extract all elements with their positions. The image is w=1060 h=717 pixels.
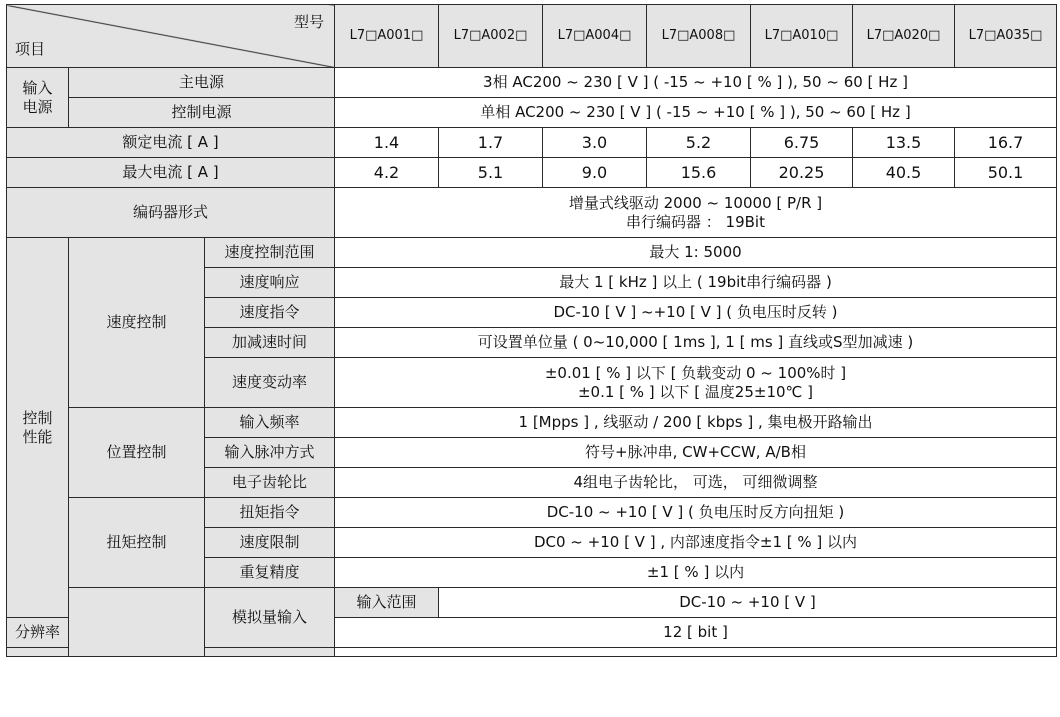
rated-current-value: 13.5 [853, 128, 955, 158]
analog-input-group: 模拟量输入 [205, 588, 335, 648]
rated-current-value: 6.75 [751, 128, 853, 158]
encoder-label: 编码器形式 [7, 188, 335, 238]
max-current-row [7, 158, 1057, 188]
model-header-4: L7□A008□ [647, 5, 751, 68]
position-control-group: 位置控制 [69, 408, 205, 498]
spec-value: 符号+脉冲串, CW+CCW, A/B相 [335, 438, 1057, 468]
servo-drive-spec-table [6, 4, 1057, 657]
model-header-3: L7□A004□ [543, 5, 647, 68]
rated-current-value: 1.4 [335, 128, 439, 158]
main-power-row [7, 68, 1057, 98]
input-power-category [7, 68, 69, 128]
input-power-category-label: 输入 电源 [22, 78, 53, 116]
spec-value: 12 [ bit ] [335, 618, 1057, 648]
spec-sheet [6, 4, 1057, 657]
rated-current-value: 1.7 [439, 128, 543, 158]
encoder-line-2: 串行编码器 ： 19Bit [626, 212, 765, 231]
fluctuation-line-2: ±0.1 [ % ] 以下 [ 温度25±10℃ ] [577, 382, 814, 401]
spec-value: ±1 [ % ] 以内 [335, 558, 1057, 588]
truncated-cell [7, 648, 69, 657]
rated-current-label: 额定电流 [ A ] [7, 128, 335, 158]
header-row [7, 5, 1057, 68]
encoder-line-1: 增量式线驱动 2000 ~ 10000 [ P/R ] [568, 193, 823, 212]
control-power-value: 单相 AC200 ~ 230 [ V ] ( -15 ~ +10 [ % ] ), 50 ~ 60 [ Hz ] [335, 98, 1057, 128]
spec-label: 输入频率 [205, 408, 335, 438]
spec-label: 输入范围 [335, 588, 439, 618]
spec-value: DC0 ~ +10 [ V ] , 内部速度指令±1 [ % ] 以内 [335, 528, 1057, 558]
truncated-cell [335, 648, 1057, 657]
spec-value: DC-10 [ V ] ~+10 [ V ] ( 负电压时反转 ) [335, 298, 1057, 328]
encoder-row [7, 188, 1057, 238]
spec-value [335, 358, 1057, 408]
max-current-value: 4.2 [335, 158, 439, 188]
torque-control-group: 扭矩控制 [69, 498, 205, 588]
spec-value: DC-10 ~ +10 [ V ] [439, 588, 1057, 618]
torque-command-row [7, 498, 1057, 528]
main-power-value: 3相 AC200 ~ 230 [ V ] ( -15 ~ +10 [ % ] ), 50 ~ 60 [ Hz ] [335, 68, 1057, 98]
model-header-5: L7□A010□ [751, 5, 853, 68]
speed-control-group: 速度控制 [69, 238, 205, 408]
max-current-value: 50.1 [955, 158, 1057, 188]
model-header-1: L7□A001□ [335, 5, 439, 68]
truncated-cell [205, 648, 335, 657]
max-current-value: 9.0 [543, 158, 647, 188]
model-header-label: 型号 [293, 13, 324, 31]
spec-label: 扭矩指令 [205, 498, 335, 528]
model-header-6: L7□A020□ [853, 5, 955, 68]
spec-value: 4组电子齿轮比， 可选， 可细微调整 [335, 468, 1057, 498]
model-header-7: L7□A035□ [955, 5, 1057, 68]
fluctuation-line-1: ±0.01 [ % ] 以下 [ 负载变动 0 ~ 100%时 ] [544, 363, 847, 382]
control-performance-category [7, 238, 69, 618]
spec-label: 加减速时间 [205, 328, 335, 358]
spec-label: 电子齿轮比 [205, 468, 335, 498]
spec-value: 最大 1: 5000 [335, 238, 1057, 268]
spec-value: 1 [Mpps ] , 线驱动 / 200 [ kbps ] , 集电极开路输出 [335, 408, 1057, 438]
control-performance-category-label: 控制 性能 [22, 408, 53, 446]
spec-value: 最大 1 [ kHz ] 以上 ( 19bit串行编码器 ) [335, 268, 1057, 298]
item-header-label: 项目 [15, 40, 46, 59]
model-header-2: L7□A002□ [439, 5, 543, 68]
max-current-label: 最大电流 [ A ] [7, 158, 335, 188]
spec-label: 速度指令 [205, 298, 335, 328]
main-power-label: 主电源 [69, 68, 335, 98]
analog-range-row [7, 588, 1057, 618]
spec-label: 速度控制范围 [205, 238, 335, 268]
control-power-row [7, 98, 1057, 128]
spec-label: 输入脉冲方式 [205, 438, 335, 468]
input-frequency-row [7, 408, 1057, 438]
speed-range-row [7, 238, 1057, 268]
encoder-value [335, 188, 1057, 238]
spec-value: 可设置单位量 ( 0~10,000 [ 1ms ], 1 [ ms ] 直线或S型加减速 ) [335, 328, 1057, 358]
max-current-value: 5.1 [439, 158, 543, 188]
spec-label: 速度响应 [205, 268, 335, 298]
spec-label: 速度变动率 [205, 358, 335, 408]
spec-label: 速度限制 [205, 528, 335, 558]
rated-current-value: 3.0 [543, 128, 647, 158]
rated-current-value: 16.7 [955, 128, 1057, 158]
spec-label: 重复精度 [205, 558, 335, 588]
rated-current-row [7, 128, 1057, 158]
spec-label: 分辨率 [7, 618, 69, 648]
spec-value: DC-10 ~ +10 [ V ] ( 负电压时反方向扭矩 ) [335, 498, 1057, 528]
max-current-value: 15.6 [647, 158, 751, 188]
control-power-label: 控制电源 [69, 98, 335, 128]
analog-category [69, 588, 205, 657]
max-current-value: 20.25 [751, 158, 853, 188]
header-diagonal-cell [7, 5, 335, 68]
rated-current-value: 5.2 [647, 128, 751, 158]
max-current-value: 40.5 [853, 158, 955, 188]
